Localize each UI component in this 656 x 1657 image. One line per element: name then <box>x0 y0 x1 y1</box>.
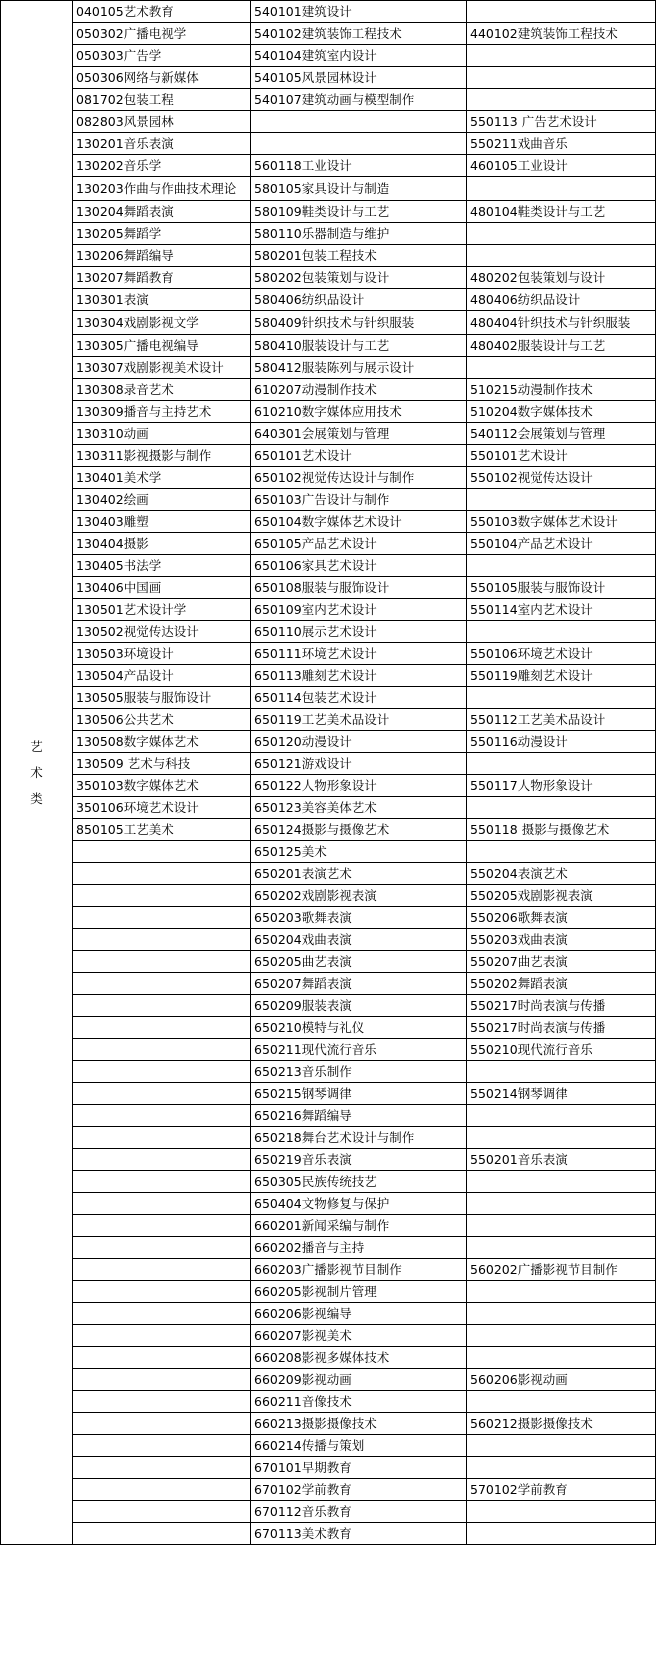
undergraduate-major-cell <box>73 1501 251 1523</box>
secondary-major-cell <box>467 245 656 267</box>
undergraduate-major-cell <box>73 1259 251 1281</box>
undergraduate-major-cell: 130508数字媒体艺术 <box>73 731 251 753</box>
vocational-major-cell: 650111环境艺术设计 <box>251 643 467 665</box>
undergraduate-major-cell <box>73 929 251 951</box>
table-row <box>1 1149 656 1171</box>
vocational-major-cell: 650108服装与服饰设计 <box>251 577 467 599</box>
table-row <box>1 1281 656 1303</box>
table-row <box>1 1171 656 1193</box>
table-row <box>1 511 656 533</box>
table-row <box>1 1017 656 1039</box>
undergraduate-major-cell: 130204舞蹈表演 <box>73 201 251 223</box>
vocational-major-cell: 610207动漫制作技术 <box>251 379 467 401</box>
table-row <box>1 489 656 511</box>
undergraduate-major-cell <box>73 1457 251 1479</box>
secondary-major-cell <box>467 1325 656 1347</box>
secondary-major-cell: 550117人物形象设计 <box>467 775 656 797</box>
vocational-major-cell: 610210数字媒体应用技术 <box>251 401 467 423</box>
secondary-major-cell: 550201音乐表演 <box>467 1149 656 1171</box>
vocational-major-cell: 650120动漫设计 <box>251 731 467 753</box>
undergraduate-major-cell <box>73 1281 251 1303</box>
undergraduate-major-cell: 130504产品设计 <box>73 665 251 687</box>
secondary-major-cell <box>467 177 656 201</box>
undergraduate-major-cell: 130311影视摄影与制作 <box>73 445 251 467</box>
undergraduate-major-cell: 130402绘画 <box>73 489 251 511</box>
undergraduate-major-cell: 081702包装工程 <box>73 89 251 111</box>
secondary-major-cell: 510204数字媒体技术 <box>467 401 656 423</box>
secondary-major-cell <box>467 357 656 379</box>
vocational-major-cell: 670101早期教育 <box>251 1457 467 1479</box>
undergraduate-major-cell: 130205舞蹈学 <box>73 223 251 245</box>
secondary-major-cell <box>467 1435 656 1457</box>
table-row <box>1 753 656 775</box>
table-row <box>1 467 656 489</box>
undergraduate-major-cell: 350103数字媒体艺术 <box>73 775 251 797</box>
vocational-major-cell: 660208影视多媒体技术 <box>251 1347 467 1369</box>
vocational-major-cell <box>251 133 467 155</box>
vocational-major-cell: 650404文物修复与保护 <box>251 1193 467 1215</box>
undergraduate-major-cell: 130305广播电视编导 <box>73 335 251 357</box>
table-row <box>1 1369 656 1391</box>
vocational-major-cell: 580105家具设计与制造 <box>251 177 467 201</box>
undergraduate-major-cell <box>73 1435 251 1457</box>
undergraduate-major-cell <box>73 1149 251 1171</box>
secondary-major-cell: 560206影视动画 <box>467 1369 656 1391</box>
undergraduate-major-cell <box>73 1479 251 1501</box>
vocational-major-cell: 650110展示艺术设计 <box>251 621 467 643</box>
undergraduate-major-cell: 130401美术学 <box>73 467 251 489</box>
table-row <box>1 23 656 45</box>
undergraduate-major-cell <box>73 1325 251 1347</box>
undergraduate-major-cell: 130201音乐表演 <box>73 133 251 155</box>
vocational-major-cell: 670112音乐教育 <box>251 1501 467 1523</box>
vocational-major-cell: 650101艺术设计 <box>251 445 467 467</box>
vocational-major-cell: 670113美术教育 <box>251 1523 467 1545</box>
secondary-major-cell: 540112会展策划与管理 <box>467 423 656 445</box>
vocational-major-cell: 660214传播与策划 <box>251 1435 467 1457</box>
undergraduate-major-cell: 350106环境艺术设计 <box>73 797 251 819</box>
table-row <box>1 995 656 1017</box>
undergraduate-major-cell: 050306网络与新媒体 <box>73 67 251 89</box>
secondary-major-cell <box>467 1347 656 1369</box>
vocational-major-cell: 580406纺织品设计 <box>251 289 467 311</box>
secondary-major-cell: 550207曲艺表演 <box>467 951 656 973</box>
table-row <box>1 709 656 731</box>
undergraduate-major-cell <box>73 1303 251 1325</box>
table-row <box>1 1501 656 1523</box>
table-row <box>1 1479 656 1501</box>
undergraduate-major-cell <box>73 1017 251 1039</box>
table-row <box>1 1435 656 1457</box>
secondary-major-cell: 550113 广告艺术设计 <box>467 111 656 133</box>
undergraduate-major-cell: 040105艺术教育 <box>73 1 251 23</box>
vocational-major-cell: 580201包装工程技术 <box>251 245 467 267</box>
secondary-major-cell: 550217时尚表演与传播 <box>467 1017 656 1039</box>
secondary-major-cell: 570102学前教育 <box>467 1479 656 1501</box>
vocational-major-cell: 660211音像技术 <box>251 1391 467 1413</box>
table-row <box>1 401 656 423</box>
secondary-major-cell <box>467 1215 656 1237</box>
undergraduate-major-cell <box>73 1391 251 1413</box>
table-row <box>1 201 656 223</box>
undergraduate-major-cell: 050302广播电视学 <box>73 23 251 45</box>
vocational-major-cell: 650122人物形象设计 <box>251 775 467 797</box>
secondary-major-cell: 440102建筑装饰工程技术 <box>467 23 656 45</box>
undergraduate-major-cell: 130502视觉传达设计 <box>73 621 251 643</box>
vocational-major-cell: 540107建筑动画与模型制作 <box>251 89 467 111</box>
vocational-major-cell: 650211现代流行音乐 <box>251 1039 467 1061</box>
vocational-major-cell: 650219音乐表演 <box>251 1149 467 1171</box>
secondary-major-cell: 550214钢琴调律 <box>467 1083 656 1105</box>
table-row <box>1 423 656 445</box>
secondary-major-cell: 550206歌舞表演 <box>467 907 656 929</box>
table-row <box>1 555 656 577</box>
vocational-major-cell: 650305民族传统技艺 <box>251 1171 467 1193</box>
secondary-major-cell: 560202广播影视节目制作 <box>467 1259 656 1281</box>
secondary-major-cell: 550217时尚表演与传播 <box>467 995 656 1017</box>
secondary-major-cell <box>467 1127 656 1149</box>
secondary-major-cell: 550210现代流行音乐 <box>467 1039 656 1061</box>
vocational-major-cell: 540101建筑设计 <box>251 1 467 23</box>
undergraduate-major-cell: 130206舞蹈编导 <box>73 245 251 267</box>
secondary-major-cell: 550102视觉传达设计 <box>467 467 656 489</box>
vocational-major-cell: 650204戏曲表演 <box>251 929 467 951</box>
vocational-major-cell: 660205影视制片管理 <box>251 1281 467 1303</box>
secondary-major-cell: 550104产品艺术设计 <box>467 533 656 555</box>
secondary-major-cell <box>467 489 656 511</box>
secondary-major-cell <box>467 1171 656 1193</box>
undergraduate-major-cell <box>73 885 251 907</box>
table-row <box>1 819 656 841</box>
table-row <box>1 533 656 555</box>
secondary-major-cell <box>467 753 656 775</box>
table-row <box>1 951 656 973</box>
table-row <box>1 687 656 709</box>
table-row <box>1 731 656 753</box>
secondary-major-cell <box>467 1061 656 1083</box>
table-row <box>1 973 656 995</box>
undergraduate-major-cell <box>73 1061 251 1083</box>
undergraduate-major-cell <box>73 1523 251 1545</box>
secondary-major-cell <box>467 1 656 23</box>
undergraduate-major-cell: 130405书法学 <box>73 555 251 577</box>
secondary-major-cell <box>467 67 656 89</box>
vocational-major-cell: 650201表演艺术 <box>251 863 467 885</box>
vocational-major-cell: 650103广告设计与制作 <box>251 489 467 511</box>
secondary-major-cell <box>467 1303 656 1325</box>
vocational-major-cell: 650104数字媒体艺术设计 <box>251 511 467 533</box>
table-row <box>1 1413 656 1435</box>
vocational-major-cell: 660201新闻采编与制作 <box>251 1215 467 1237</box>
table-row <box>1 445 656 467</box>
undergraduate-major-cell: 130310动画 <box>73 423 251 445</box>
undergraduate-major-cell <box>73 841 251 863</box>
undergraduate-major-cell: 130308录音艺术 <box>73 379 251 401</box>
vocational-major-cell: 650102视觉传达设计与制作 <box>251 467 467 489</box>
vocational-major-cell: 660207影视美术 <box>251 1325 467 1347</box>
table-row <box>1 245 656 267</box>
vocational-major-cell: 560118工业设计 <box>251 155 467 177</box>
vocational-major-cell: 580409针织技术与针织服装 <box>251 311 467 335</box>
table-row <box>1 1325 656 1347</box>
secondary-major-cell: 480402服装设计与工艺 <box>467 335 656 357</box>
vocational-major-cell: 650119工艺美术品设计 <box>251 709 467 731</box>
undergraduate-major-cell: 130404摄影 <box>73 533 251 555</box>
vocational-major-cell: 650109室内艺术设计 <box>251 599 467 621</box>
undergraduate-major-cell: 050303广告学 <box>73 45 251 67</box>
secondary-major-cell <box>467 1281 656 1303</box>
undergraduate-major-cell <box>73 951 251 973</box>
table-row <box>1 1303 656 1325</box>
undergraduate-major-cell: 130309播音与主持艺术 <box>73 401 251 423</box>
secondary-major-cell <box>467 841 656 863</box>
secondary-major-cell: 550118 摄影与摄像艺术 <box>467 819 656 841</box>
undergraduate-major-cell <box>73 1171 251 1193</box>
secondary-major-cell: 460105工业设计 <box>467 155 656 177</box>
table-row <box>1 89 656 111</box>
table-row <box>1 1457 656 1479</box>
undergraduate-major-cell: 130207舞蹈教育 <box>73 267 251 289</box>
table-row <box>1 335 656 357</box>
secondary-major-cell: 550116动漫设计 <box>467 731 656 753</box>
vocational-major-cell: 660209影视动画 <box>251 1369 467 1391</box>
vocational-major-cell: 650124摄影与摄像艺术 <box>251 819 467 841</box>
table-row <box>1 1215 656 1237</box>
vocational-major-cell: 650106家具艺术设计 <box>251 555 467 577</box>
secondary-major-cell <box>467 687 656 709</box>
table-row <box>1 929 656 951</box>
table-row <box>1 1105 656 1127</box>
secondary-major-cell: 550114室内艺术设计 <box>467 599 656 621</box>
vocational-major-cell: 650216舞蹈编导 <box>251 1105 467 1127</box>
vocational-major-cell: 650218舞台艺术设计与制作 <box>251 1127 467 1149</box>
table-row <box>1 357 656 379</box>
secondary-major-cell: 480202包装策划与设计 <box>467 267 656 289</box>
undergraduate-major-cell: 130503环境设计 <box>73 643 251 665</box>
vocational-major-cell: 650113雕刻艺术设计 <box>251 665 467 687</box>
vocational-major-cell: 660203广播影视节目制作 <box>251 1259 467 1281</box>
undergraduate-major-cell: 130506公共艺术 <box>73 709 251 731</box>
secondary-major-cell <box>467 223 656 245</box>
vocational-major-cell <box>251 111 467 133</box>
table-row <box>1 177 656 201</box>
undergraduate-major-cell: 130406中国画 <box>73 577 251 599</box>
table-row <box>1 665 656 687</box>
undergraduate-major-cell <box>73 1193 251 1215</box>
undergraduate-major-cell: 082803风景园林 <box>73 111 251 133</box>
vocational-major-cell: 650205曲艺表演 <box>251 951 467 973</box>
vocational-major-cell: 540105风景园林设计 <box>251 67 467 89</box>
undergraduate-major-cell <box>73 1347 251 1369</box>
secondary-major-cell: 550211戏曲音乐 <box>467 133 656 155</box>
secondary-major-cell: 480404针织技术与针织服装 <box>467 311 656 335</box>
undergraduate-major-cell <box>73 1039 251 1061</box>
undergraduate-major-cell <box>73 1215 251 1237</box>
secondary-major-cell <box>467 1457 656 1479</box>
table-row <box>1 841 656 863</box>
vocational-major-cell: 540102建筑装饰工程技术 <box>251 23 467 45</box>
vocational-major-cell: 580412服装陈列与展示设计 <box>251 357 467 379</box>
secondary-major-cell <box>467 1237 656 1259</box>
vocational-major-cell: 580202包装策划与设计 <box>251 267 467 289</box>
vocational-major-cell: 650202戏剧影视表演 <box>251 885 467 907</box>
undergraduate-major-cell <box>73 995 251 1017</box>
table-row <box>1 1391 656 1413</box>
undergraduate-major-cell <box>73 1127 251 1149</box>
category-label: 艺术类 <box>30 738 43 806</box>
table-row <box>1 1237 656 1259</box>
table-row <box>1 621 656 643</box>
table-row <box>1 67 656 89</box>
vocational-major-cell: 580410服装设计与工艺 <box>251 335 467 357</box>
vocational-major-cell: 650203歌舞表演 <box>251 907 467 929</box>
table-row <box>1 1 656 23</box>
undergraduate-major-cell: 130505服装与服饰设计 <box>73 687 251 709</box>
table-row <box>1 797 656 819</box>
secondary-major-cell <box>467 1501 656 1523</box>
table-row <box>1 45 656 67</box>
table-row <box>1 775 656 797</box>
secondary-major-cell: 480104鞋类设计与工艺 <box>467 201 656 223</box>
undergraduate-major-cell <box>73 1237 251 1259</box>
undergraduate-major-cell: 850105工艺美术 <box>73 819 251 841</box>
vocational-major-cell: 650123美容美体艺术 <box>251 797 467 819</box>
table-row <box>1 863 656 885</box>
secondary-major-cell: 550205戏剧影视表演 <box>467 885 656 907</box>
undergraduate-major-cell: 130501艺术设计学 <box>73 599 251 621</box>
vocational-major-cell: 650210模特与礼仪 <box>251 1017 467 1039</box>
vocational-major-cell: 580109鞋类设计与工艺 <box>251 201 467 223</box>
table-row <box>1 289 656 311</box>
vocational-major-cell: 640301会展策划与管理 <box>251 423 467 445</box>
undergraduate-major-cell <box>73 863 251 885</box>
secondary-major-cell <box>467 1193 656 1215</box>
secondary-major-cell: 560212摄影摄像技术 <box>467 1413 656 1435</box>
vocational-major-cell: 660213摄影摄像技术 <box>251 1413 467 1435</box>
vocational-major-cell: 650209服装表演 <box>251 995 467 1017</box>
table-row <box>1 1039 656 1061</box>
secondary-major-cell: 550106环境艺术设计 <box>467 643 656 665</box>
vocational-major-cell: 650114包装艺术设计 <box>251 687 467 709</box>
undergraduate-major-cell: 130307戏剧影视美术设计 <box>73 357 251 379</box>
table-row <box>1 1061 656 1083</box>
secondary-major-cell <box>467 89 656 111</box>
secondary-major-cell: 550103数字媒体艺术设计 <box>467 511 656 533</box>
secondary-major-cell <box>467 555 656 577</box>
secondary-major-cell: 550119雕刻艺术设计 <box>467 665 656 687</box>
undergraduate-major-cell: 130304戏剧影视文学 <box>73 311 251 335</box>
undergraduate-major-cell <box>73 907 251 929</box>
undergraduate-major-cell: 130301表演 <box>73 289 251 311</box>
secondary-major-cell: 480406纺织品设计 <box>467 289 656 311</box>
undergraduate-major-cell <box>73 1369 251 1391</box>
secondary-major-cell: 550105服装与服饰设计 <box>467 577 656 599</box>
table-row <box>1 223 656 245</box>
table-row <box>1 1083 656 1105</box>
table-row <box>1 133 656 155</box>
secondary-major-cell <box>467 1523 656 1545</box>
undergraduate-major-cell: 130509 艺术与科技 <box>73 753 251 775</box>
table-row <box>1 267 656 289</box>
table-row <box>1 1259 656 1281</box>
table-row <box>1 379 656 401</box>
vocational-major-cell: 670102学前教育 <box>251 1479 467 1501</box>
vocational-major-cell: 650207舞蹈表演 <box>251 973 467 995</box>
undergraduate-major-cell: 130403雕塑 <box>73 511 251 533</box>
table-row <box>1 155 656 177</box>
vocational-major-cell: 650125美术 <box>251 841 467 863</box>
vocational-major-cell: 650105产品艺术设计 <box>251 533 467 555</box>
table-row <box>1 111 656 133</box>
table-row <box>1 1523 656 1545</box>
undergraduate-major-cell <box>73 973 251 995</box>
secondary-major-cell <box>467 1391 656 1413</box>
table-row <box>1 577 656 599</box>
vocational-major-cell: 650213音乐制作 <box>251 1061 467 1083</box>
secondary-major-cell: 510215动漫制作技术 <box>467 379 656 401</box>
undergraduate-major-cell: 130203作曲与作曲技术理论 <box>73 177 251 201</box>
secondary-major-cell: 550112工艺美术品设计 <box>467 709 656 731</box>
secondary-major-cell: 550202舞蹈表演 <box>467 973 656 995</box>
secondary-major-cell: 550204表演艺术 <box>467 863 656 885</box>
undergraduate-major-cell <box>73 1105 251 1127</box>
table-row <box>1 1193 656 1215</box>
vocational-major-cell: 660202播音与主持 <box>251 1237 467 1259</box>
secondary-major-cell <box>467 1105 656 1127</box>
table-row <box>1 1127 656 1149</box>
table-row <box>1 907 656 929</box>
vocational-major-cell: 660206影视编导 <box>251 1303 467 1325</box>
vocational-major-cell: 650121游戏设计 <box>251 753 467 775</box>
category-cell <box>1 1 73 1545</box>
secondary-major-cell <box>467 621 656 643</box>
vocational-major-cell: 650215钢琴调律 <box>251 1083 467 1105</box>
secondary-major-cell: 550203戏曲表演 <box>467 929 656 951</box>
undergraduate-major-cell <box>73 1083 251 1105</box>
table-row <box>1 311 656 335</box>
table-row <box>1 1347 656 1369</box>
secondary-major-cell: 550101艺术设计 <box>467 445 656 467</box>
table-body <box>1 1 656 1545</box>
secondary-major-cell <box>467 797 656 819</box>
undergraduate-major-cell: 130202音乐学 <box>73 155 251 177</box>
undergraduate-major-cell <box>73 1413 251 1435</box>
secondary-major-cell <box>467 45 656 67</box>
vocational-major-cell: 580110乐器制造与维护 <box>251 223 467 245</box>
table-row <box>1 643 656 665</box>
vocational-major-cell: 540104建筑室内设计 <box>251 45 467 67</box>
table-row <box>1 885 656 907</box>
table-row <box>1 599 656 621</box>
